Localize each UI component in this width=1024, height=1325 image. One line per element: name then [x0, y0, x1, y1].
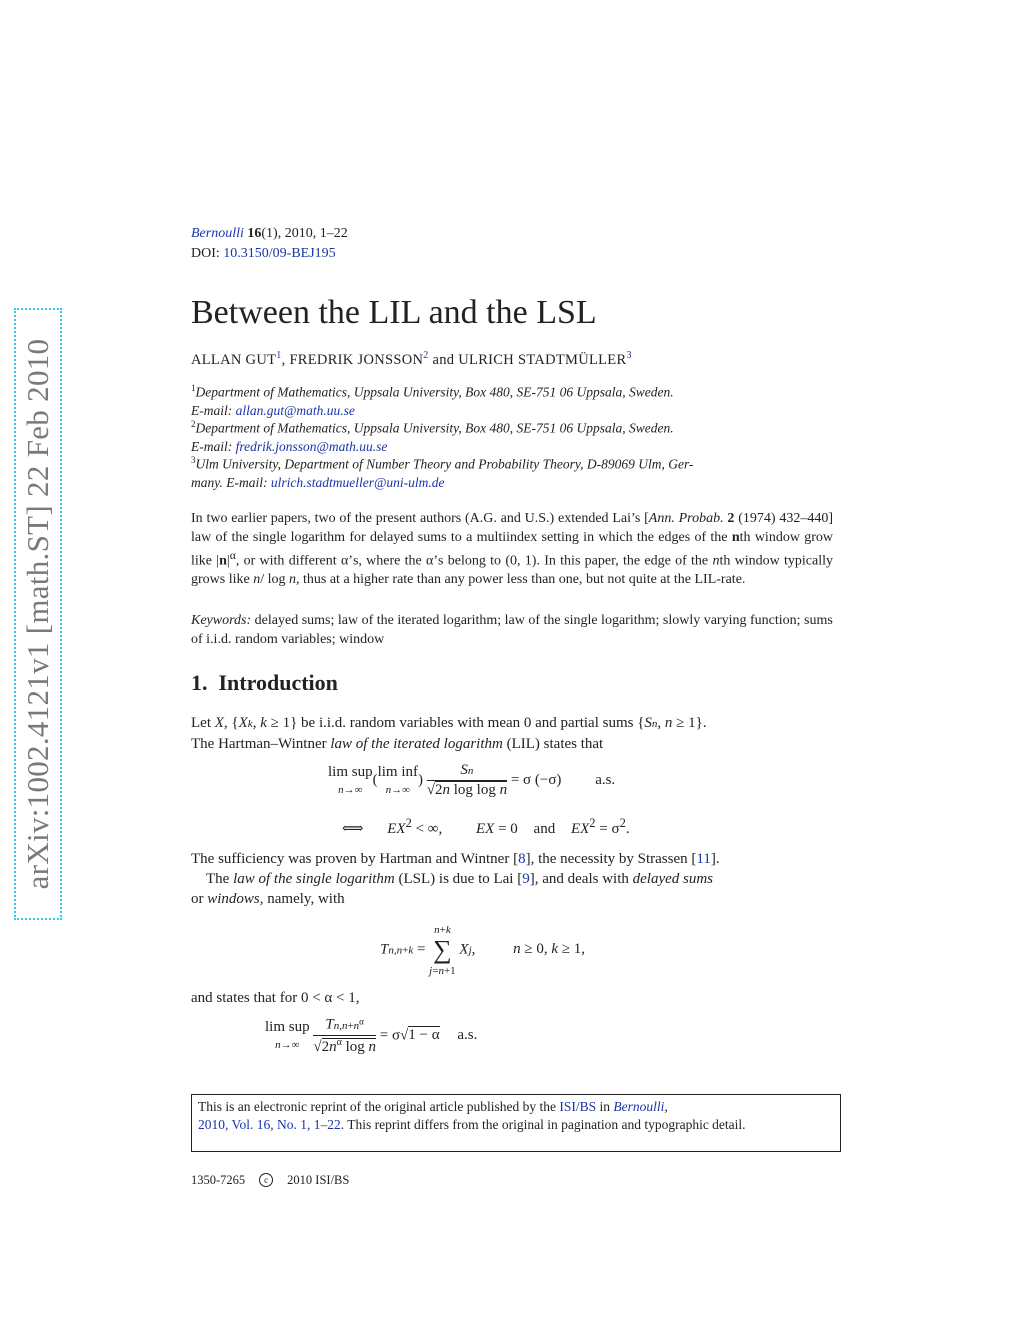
- intro-italic: law of the single logarithm: [233, 871, 395, 887]
- abstract-text: |: [226, 553, 230, 569]
- arxiv-stamp: [14, 308, 62, 920]
- intro-text: (LSL) is due to Lai [: [394, 871, 523, 887]
- intro-text: The: [206, 871, 234, 887]
- journal-link[interactable]: Bernoulli: [613, 1099, 665, 1114]
- intro-paragraph: [191, 849, 833, 909]
- journal-header: [191, 224, 348, 264]
- note-text: ,: [664, 1099, 668, 1114]
- affiliation: [191, 379, 833, 420]
- author-sup[interactable]: 3: [626, 350, 632, 361]
- reprint-note: [191, 1094, 841, 1152]
- intro-paragraph: [191, 988, 833, 1008]
- footer: [191, 1173, 349, 1188]
- rights: 2010 ISI/BS: [287, 1173, 350, 1187]
- math-n: n: [712, 553, 720, 569]
- author-name: ALLAN GUT: [191, 351, 277, 368]
- journal-volume: 16: [247, 226, 262, 241]
- abstract: In two earlier papers, two of the present authors (A.G. and U.S.) extended Lai’s [Ann. Probab. 2 (1974) 432–440] law of the single logarithm for delayed sums to a multiindex setting in which the edges of the nth window grow like $|n|^\alpha$, or with different α’s, where the α’s belong to (0, 1). In this paper, the edge of the nth window typically grows like n/ log n, thus at a higher rate than any power less than one, but not quite at the LIL-rate.: [191, 511, 833, 588]
- abstract-volume: 2: [727, 511, 735, 526]
- intro-text: (LIL) states that: [502, 736, 604, 752]
- author-sup[interactable]: 2: [423, 350, 429, 361]
- intro-text: .: [702, 715, 707, 731]
- abstract-text: , or with different α’s, where the α’s belong to (0, 1). In this paper, the edge of the: [235, 553, 713, 569]
- intro-text: ], the necessity by Strassen [: [525, 851, 697, 867]
- intro-text: The Hartman–Wintner: [191, 736, 331, 752]
- abstract-journal: Ann. Probab.: [648, 511, 724, 526]
- author-name: FREDRIK JONSSON: [289, 351, 424, 368]
- intro-text: The sufficiency was proven by Hartman and Wintner [: [191, 851, 519, 867]
- email-label: E-mail:: [191, 438, 233, 454]
- abstract-bold-n: n: [731, 529, 740, 545]
- equation-lil: lim sup n→∞(lim inf n→∞) $\frac{Sn}{\text{√2n log log n}}$ = σ (−σ) a.s.: [328, 762, 616, 798]
- journal-issue: (1), 2010, 1–22: [261, 226, 348, 241]
- paper-title: Between the LIL and the LSL: [191, 294, 597, 331]
- affiliation-sup: 2: [191, 419, 196, 429]
- section-title: Introduction: [218, 670, 338, 695]
- note-text: in: [596, 1099, 614, 1114]
- affiliation-text: Ulm University, Department of Number Theory and Probability Theory, D-89069 Ulm, Ger-: [195, 456, 694, 472]
- note-text: . This reprint differs from the original in pagination and typographic detail.: [340, 1117, 746, 1132]
- citation-link[interactable]: 9: [522, 871, 530, 887]
- equation-window: Tn,n+k = n+k ∑ j=n+1 Xj, n ≥ 0, k ≥ 1,: [380, 924, 586, 977]
- arxiv-stamp-text: arXiv:1002.4121v1 [math.ST] 22 Feb 2010: [20, 338, 55, 890]
- email-label: E-mail:: [226, 474, 268, 490]
- intro-italic: law of the iterated logarithm: [330, 736, 503, 752]
- email-link[interactable]: ulrich.stadtmueller@uni-ulm.de: [270, 474, 445, 490]
- intro-text: , namely, with: [259, 891, 345, 907]
- author-list: [191, 350, 632, 369]
- intro-text: be i.i.d. random variables with mean 0 and partial sums: [297, 715, 638, 731]
- keywords: [191, 612, 833, 649]
- affiliation: [191, 451, 833, 492]
- isi-link[interactable]: ISI/BS: [559, 1099, 597, 1114]
- author-sup[interactable]: 1: [276, 350, 282, 361]
- keywords-text: delayed sums; law of the iterated logarithm; law of the single logarithm; slowly varying function; sums of i.i.d. random variables; window: [191, 613, 833, 647]
- affiliation-text: many.: [191, 474, 223, 490]
- email-label: E-mail:: [191, 402, 233, 418]
- citation-link[interactable]: 2010, Vol. 16, No. 1, 1–22: [198, 1117, 341, 1132]
- intro-italic: windows: [207, 891, 260, 907]
- journal-link[interactable]: Bernoulli: [191, 226, 244, 241]
- math-inline: X: [214, 715, 224, 731]
- doi-link[interactable]: 10.3150/09-BEJ195: [223, 246, 336, 261]
- section-heading: [191, 670, 338, 696]
- intro-text: and states that for 0 < α < 1,: [191, 990, 360, 1006]
- equation-lil-condition: ⟺ $EX^2$ < ∞, EX = 0 and $EX^2 = \sigma^2$.: [342, 816, 630, 837]
- equation-lsl: lim sup n→∞ $\frac{Tn,n+n^\alpha}{√2n^\alpha \log n}$ = σ√1 − α a.s.: [265, 1016, 478, 1055]
- keywords-label: Keywords:: [191, 613, 252, 628]
- abstract-text: , thus at a higher rate than any power less than one, but not quite at the LIL-rate.: [296, 572, 746, 588]
- abstract-text: th window grow like |: [191, 529, 833, 569]
- citation-link[interactable]: 8: [518, 851, 526, 867]
- affiliation-text: Department of Mathematics, Uppsala University, Box 480, SE-751 06 Uppsala, Sweden.: [195, 420, 674, 436]
- intro-italic: delayed sums: [632, 871, 714, 887]
- doi-label: DOI:: [191, 246, 220, 261]
- email-link[interactable]: fredrik.jonsson@math.uu.se: [235, 438, 388, 454]
- math-alpha: α: [229, 549, 236, 562]
- citation-link[interactable]: 11: [696, 851, 711, 867]
- abstract-text: th window typically grows like: [191, 553, 833, 588]
- intro-paragraph: Let X, {Xk, k ≥ 1} be i.i.d. random variables with mean 0 and partial sums {Sn, n ≥ 1}. The Hartman–Wintner law of the iterated logarithm (LIL) states that: [191, 715, 707, 752]
- author-sep: and: [428, 351, 459, 368]
- author-name: ULRICH STADTMÜLLER: [458, 351, 627, 368]
- copyright-icon: c: [259, 1173, 273, 1187]
- abstract-text: In two earlier papers, two of the present authors (A.G. and U.S.) extended Lai’s [: [191, 511, 649, 526]
- intro-text: ].: [710, 851, 720, 867]
- issn: 1350-7265: [191, 1173, 246, 1187]
- math-n: n: [219, 553, 227, 569]
- email-link[interactable]: allan.gut@math.uu.se: [235, 402, 355, 418]
- equation-as: a.s.: [457, 1027, 478, 1044]
- author-sep: ,: [281, 351, 290, 368]
- intro-text: ], and deals with: [529, 871, 633, 887]
- abstract-text: (1974) 432–440] law of the single logarithm for delayed sums to a multiindex setting in which the edges of the: [191, 511, 833, 545]
- affiliation-sup: 1: [191, 383, 196, 393]
- equation-and: and: [533, 821, 556, 837]
- intro-text: or: [191, 891, 208, 907]
- math-n: n: [289, 572, 296, 588]
- affiliation-text: Department of Mathematics, Uppsala University, Box 480, SE-751 06 Uppsala, Sweden.: [195, 384, 674, 400]
- equation-as: a.s.: [595, 771, 616, 788]
- intro-text: Let: [191, 715, 215, 731]
- math-n: n: [253, 572, 261, 588]
- section-number: 1.: [191, 670, 208, 695]
- affiliation: [191, 415, 833, 456]
- note-text: This is an electronic reprint of the original article published by the: [198, 1099, 560, 1114]
- affiliation-sup: 3: [191, 455, 196, 465]
